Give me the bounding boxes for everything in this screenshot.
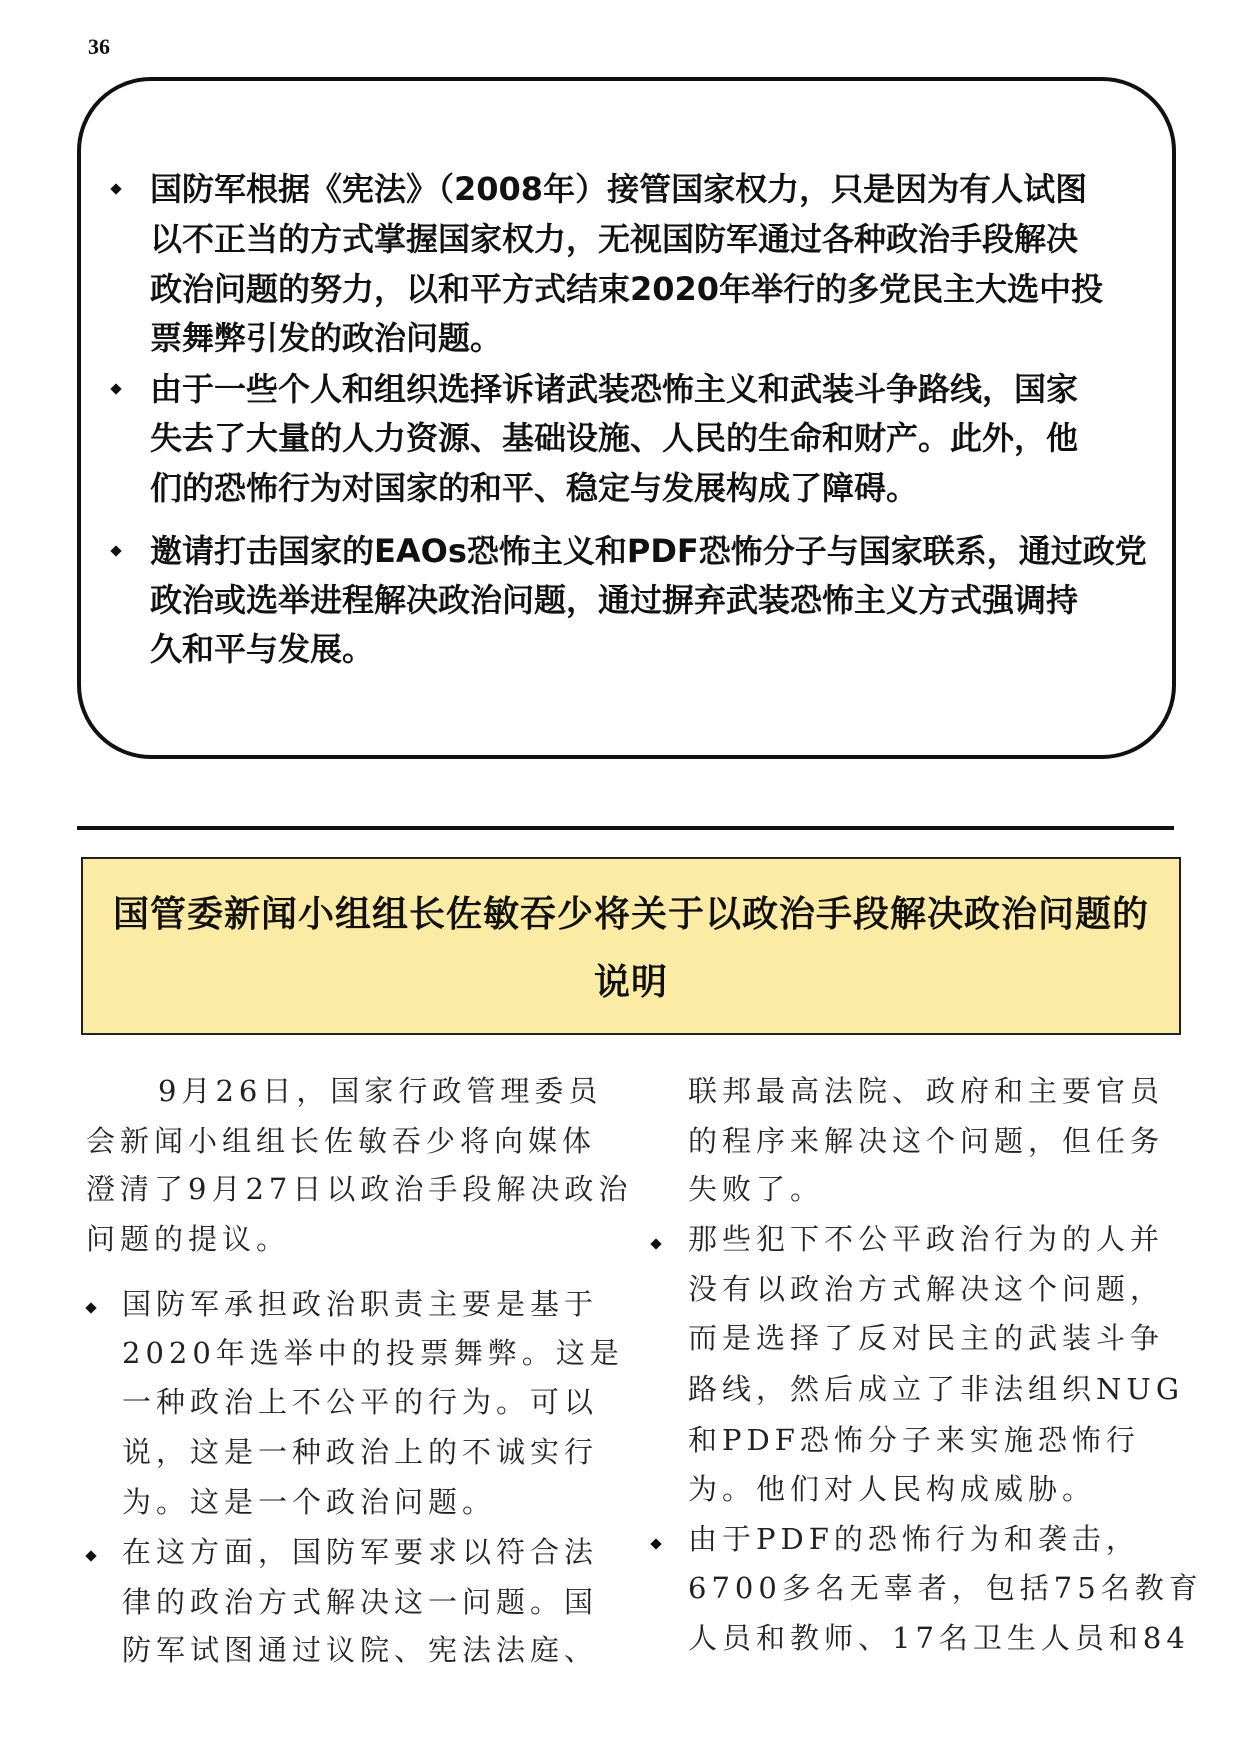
bullet-line: 为。这是一个政治问题。 [122,1485,497,1519]
summary-line: 政治问题的努力，以和平方式结束2020年举行的多党民主大选中投 [150,270,1104,308]
bullet-line: 由于PDF的恐怖行为和袭击， [688,1522,1140,1556]
bullet-line: 没有以政治方式解决这个问题， [688,1272,1165,1306]
summary-line: 们的恐怖行为对国家的和平、稳定与发展构成了障碍。 [150,469,919,507]
diamond-bullet-icon [85,1550,96,1561]
bullet-line: 路线，然后成立了非法组织NUG [688,1372,1184,1406]
summary-line: 政治或选举进程解决政治问题，通过摒弃武装恐怖主义方式强调持 [150,581,1079,619]
summary-line: 由于一些个人和组织选择诉诸武装恐怖主义和武装斗争路线，国家 [150,370,1079,408]
bullet-line: 国防军承担政治职责主要是基于 [122,1287,599,1321]
bullet-line: 2020年选举中的投票舞弊。这是 [122,1336,624,1370]
page-number: 36 [88,34,110,59]
summary-line: 久和平与发展。 [150,630,375,668]
diamond-bullet-icon [650,1538,661,1549]
bullet-line: 6700多名无辜者，包括75名教育 [688,1571,1203,1605]
summary-line: 国防军根据《宪法》（2008年）接管国家权力，只是因为有人试图 [150,170,1088,208]
summary-line: 邀请打击国家的EAOs恐怖主义和PDF恐怖分子与国家联系，通过政党 [150,532,1147,570]
bullet-line: 而是选择了反对民主的武装斗争 [688,1321,1165,1355]
bullet-line: 一种政治上不公平的行为。可以 [122,1385,599,1419]
summary-line: 票舞弊引发的政治问题。 [150,319,503,357]
paragraph-line: 问题的提议。 [86,1222,291,1256]
bullet-line: 防军试图通过议院、宪法法庭、 [122,1633,599,1667]
article-title-line: 国管委新闻小组组长佐敏吞少将关于以政治手段解决政治问题的 [112,894,1149,935]
bullet-line: 人员和教师、17名卫生人员和84 [688,1621,1190,1655]
bullet-line: 为。他们对人民构成威胁。 [688,1472,1097,1506]
section-divider [77,826,1174,830]
bullet-line: 失败了。 [688,1172,825,1206]
paragraph-line: 会新闻小组组长佐敏吞少将向媒体 [86,1124,597,1158]
diamond-bullet-icon [650,1238,661,1249]
summary-line: 失去了大量的人力资源、基础设施、人民的生命和财产。此外，他 [150,419,1079,457]
bullet-line: 那些犯下不公平政治行为的人并 [688,1222,1165,1256]
summary-line: 以不正当的方式掌握国家权力，无视国防军通过各种政治手段解决 [150,220,1079,258]
article-title-line: 说明 [593,962,668,1003]
paragraph-line: 澄清了9月27日以政治手段解决政治 [86,1172,633,1206]
diamond-bullet-icon [85,1302,96,1313]
bullet-line: 说，这是一种政治上的不诚实行 [122,1435,599,1469]
bullet-line: 和PDF恐怖分子来实施恐怖行 [688,1423,1140,1457]
bullet-line: 联邦最高法院、政府和主要官员 [688,1074,1165,1108]
paragraph-line: 9月26日，国家行政管理委员 [158,1074,603,1108]
bullet-line: 在这方面，国防军要求以符合法 [122,1535,599,1569]
bullet-line: 的程序来解决这个问题，但任务 [688,1124,1165,1158]
bullet-line: 律的政治方式解决这一问题。国 [122,1585,599,1619]
